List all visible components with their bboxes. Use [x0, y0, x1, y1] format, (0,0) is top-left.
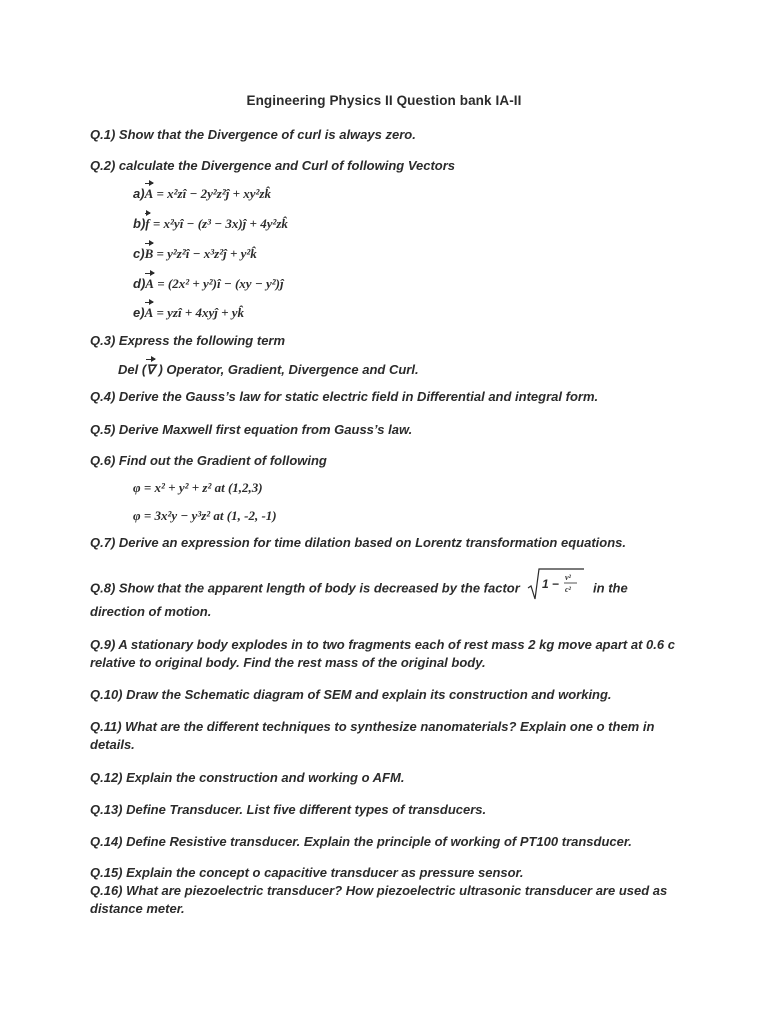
question-1: Q.1) Show that the Divergence of curl is always zero. [90, 127, 416, 142]
item-label: d) [133, 276, 146, 291]
item-label: e) [133, 305, 145, 320]
formula-denominator: c² [565, 585, 572, 594]
del-prefix: Del ( [118, 362, 147, 377]
vector-symbol: A [145, 276, 154, 291]
vector-item-a [133, 186, 271, 202]
vector-symbol: B [144, 246, 154, 261]
question-11: Q.11) What are the different techniques to synthesize nanomaterials? Explain one o them in details. [90, 719, 655, 752]
question-2: Q.2) calculate the Divergence and Curl of following Vectors [90, 158, 456, 173]
question-9: Q.9) A stationary body explodes in to two fragments each of rest mass 2 kg move apart at 0.6 c relative to original body. Find the rest mass of the original body. [90, 637, 675, 670]
question-10: Q.10) Draw the Schematic diagram of SEM and explain its construction and working. [90, 687, 612, 702]
vector-expression: = x²zî − 2y²z²ĵ + xy²zk̂ [156, 186, 271, 201]
question-3-term [118, 362, 419, 378]
formula-numerator: v² [565, 573, 572, 582]
question-12: Q.12) Explain the construction and working o AFM. [90, 770, 405, 785]
nabla-symbol: ∇ [146, 362, 155, 377]
vector-expression: = y²z²î − x³z²ĵ + y²k̂ [156, 246, 257, 261]
question-8-line-2: direction of motion. [90, 604, 212, 619]
question-6: Q.6) Find out the Gradient of following [90, 453, 327, 468]
vector-symbol: A [144, 305, 154, 320]
gradient-item-a [133, 480, 263, 496]
vector-item-e [133, 305, 244, 321]
formula-one-minus: 1 − [542, 577, 560, 591]
square-root-icon [527, 567, 585, 601]
vector-item-b [133, 216, 288, 232]
question-13: Q.13) Define Transducer. List five different types of transducers. [90, 802, 487, 817]
vector-expression: = yzî + 4xyĵ + yk̂ [156, 305, 245, 320]
question-8 [90, 573, 690, 601]
vector-item-d [133, 276, 284, 292]
gradient-item-b [133, 508, 277, 524]
item-label: c) [133, 246, 145, 261]
vector-symbol: A [144, 186, 154, 201]
question-8-suffix: in the [593, 580, 628, 596]
vector-expression: = x²yî − (z³ − 3x)ĵ + 4y²zk̂ [152, 216, 288, 231]
scalar-field: φ = 3x²y − y³z² at (1, -2, -1) [133, 508, 277, 523]
question-4: Q.4) Derive the Gauss’s law for static electric field in Differential and integral form. [90, 389, 599, 404]
del-suffix: ) Operator, Gradient, Divergence and Curl. [154, 362, 419, 377]
scalar-field: φ = x² + y² + z² at (1,2,3) [133, 480, 263, 495]
vector-symbol: f [145, 216, 150, 231]
question-3: Q.3) Express the following term [90, 333, 286, 348]
question-8-text: Q.8) Show that the apparent length of body is decreased by the factor [90, 580, 520, 596]
question-7: Q.7) Derive an expression for time dilation based on Lorentz transformation equations. [90, 535, 626, 550]
page-title: Engineering Physics II Question bank IA-II [246, 93, 522, 108]
question-15: Q.15) Explain the concept o capacitive transducer as pressure sensor. [90, 865, 524, 880]
question-16: Q.16) What are piezoelectric transducer? How piezoelectric ultrasonic transducer are used as distance meter. [90, 883, 668, 916]
vector-item-c [133, 246, 257, 262]
question-14: Q.14) Define Resistive transducer. Explain the principle of working of PT100 transducer. [90, 834, 632, 849]
question-5: Q.5) Derive Maxwell first equation from Gauss’s law. [90, 422, 413, 437]
item-label: a) [133, 186, 145, 201]
vector-expression: = (2x² + y²)î − (xy − y²)ĵ [157, 276, 284, 291]
item-label: b) [133, 216, 146, 231]
lorentz-factor-formula [527, 573, 585, 601]
